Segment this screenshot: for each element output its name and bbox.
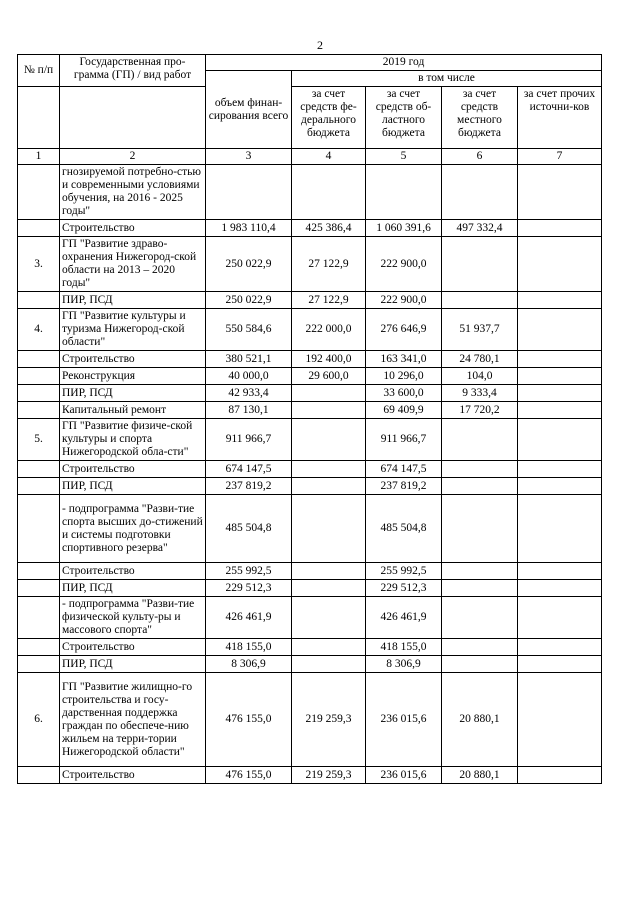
row-number <box>18 767 60 784</box>
federal-funding <box>292 597 366 639</box>
federal-funding <box>292 461 366 478</box>
local-funding <box>442 461 518 478</box>
total-funding: 255 992,5 <box>206 563 292 580</box>
header-col-federal: за счет средств фе-дерального бюджета <box>292 87 366 149</box>
other-funding <box>518 639 602 656</box>
other-funding <box>518 656 602 673</box>
table-row <box>18 292 602 309</box>
local-funding <box>442 656 518 673</box>
program-name: ГП "Развитие физиче-ской культуры и спорта Нижегородской обла-сти" <box>60 419 206 461</box>
column-numbers-row <box>18 149 602 165</box>
other-funding <box>518 673 602 767</box>
total-funding <box>206 165 292 220</box>
row-number <box>18 220 60 237</box>
regional-funding: 33 600,0 <box>366 385 442 402</box>
local-funding: 51 937,7 <box>442 309 518 351</box>
row-number <box>18 656 60 673</box>
col-number: 4 <box>292 149 366 165</box>
program-name: Строительство <box>60 351 206 368</box>
other-funding <box>518 597 602 639</box>
program-name: Строительство <box>60 461 206 478</box>
page-number: 2 <box>317 38 323 52</box>
row-number: 5. <box>18 419 60 461</box>
federal-funding <box>292 402 366 419</box>
total-funding: 8 306,9 <box>206 656 292 673</box>
table-row <box>18 478 602 495</box>
other-funding <box>518 563 602 580</box>
other-funding <box>518 478 602 495</box>
other-funding <box>518 402 602 419</box>
other-funding <box>518 368 602 385</box>
table-row <box>18 385 602 402</box>
federal-funding: 219 259,3 <box>292 673 366 767</box>
local-funding <box>442 563 518 580</box>
total-funding: 418 155,0 <box>206 639 292 656</box>
total-funding: 42 933,4 <box>206 385 292 402</box>
federal-funding <box>292 419 366 461</box>
program-name: Строительство <box>60 767 206 784</box>
row-number <box>18 351 60 368</box>
program-name: ПИР, ПСД <box>60 292 206 309</box>
regional-funding: 237 819,2 <box>366 478 442 495</box>
regional-funding: 8 306,9 <box>366 656 442 673</box>
regional-funding: 911 966,7 <box>366 419 442 461</box>
local-funding <box>442 165 518 220</box>
program-name: - подпрограмма "Разви-тие спорта высших до-стижений и системы подготовки спортивного резерва" <box>60 495 206 563</box>
program-name: ГП "Развитие жилищно-го строительства и госу-дарственная поддержка граждан по обеспече-нию жильем на терри-тории Нижегородской области" <box>60 673 206 767</box>
local-funding: 20 880,1 <box>442 673 518 767</box>
table-row <box>18 165 602 220</box>
other-funding <box>518 419 602 461</box>
table-row <box>18 597 602 639</box>
program-name: Строительство <box>60 220 206 237</box>
other-funding <box>518 220 602 237</box>
other-funding <box>518 767 602 784</box>
federal-funding <box>292 385 366 402</box>
row-number: 3. <box>18 237 60 292</box>
local-funding <box>442 237 518 292</box>
federal-funding: 425 386,4 <box>292 220 366 237</box>
federal-funding: 222 000,0 <box>292 309 366 351</box>
col-number: 5 <box>366 149 442 165</box>
local-funding: 24 780,1 <box>442 351 518 368</box>
regional-funding: 163 341,0 <box>366 351 442 368</box>
other-funding <box>518 385 602 402</box>
table-row <box>18 237 602 292</box>
local-funding: 17 720,2 <box>442 402 518 419</box>
federal-funding <box>292 563 366 580</box>
header-col-other: за счет прочих источни-ков <box>518 87 602 149</box>
total-funding: 426 461,9 <box>206 597 292 639</box>
row-number <box>18 639 60 656</box>
header-col-program: Государственная про-грамма (ГП) / вид работ <box>60 55 206 87</box>
table-row <box>18 673 602 767</box>
local-funding <box>442 580 518 597</box>
regional-funding: 236 015,6 <box>366 767 442 784</box>
regional-funding: 276 646,9 <box>366 309 442 351</box>
row-number <box>18 580 60 597</box>
col-number: 7 <box>518 149 602 165</box>
local-funding: 9 333,4 <box>442 385 518 402</box>
regional-funding: 222 900,0 <box>366 237 442 292</box>
other-funding <box>518 495 602 563</box>
header-in-that-number: в том числе <box>292 71 602 87</box>
row-number: 4. <box>18 309 60 351</box>
local-funding <box>442 597 518 639</box>
table-row <box>18 351 602 368</box>
row-number <box>18 165 60 220</box>
local-funding: 497 332,4 <box>442 220 518 237</box>
total-funding: 380 521,1 <box>206 351 292 368</box>
program-name: ГП "Развитие здраво-охранения Нижегород-ской области на 2013 – 2020 годы" <box>60 237 206 292</box>
col-number: 1 <box>18 149 60 165</box>
header-col-local: за счет средств местного бюджета <box>442 87 518 149</box>
row-number <box>18 461 60 478</box>
regional-funding: 1 060 391,6 <box>366 220 442 237</box>
federal-funding: 29 600,0 <box>292 368 366 385</box>
regional-funding: 236 015,6 <box>366 673 442 767</box>
other-funding <box>518 351 602 368</box>
total-funding: 87 130,1 <box>206 402 292 419</box>
funding-table <box>17 54 602 784</box>
regional-funding: 10 296,0 <box>366 368 442 385</box>
regional-funding: 426 461,9 <box>366 597 442 639</box>
local-funding <box>442 495 518 563</box>
program-name: Реконструкция <box>60 368 206 385</box>
regional-funding <box>366 165 442 220</box>
total-funding: 1 983 110,4 <box>206 220 292 237</box>
row-number <box>18 292 60 309</box>
row-number <box>18 385 60 402</box>
table-row <box>18 419 602 461</box>
row-number <box>18 368 60 385</box>
federal-funding: 192 400,0 <box>292 351 366 368</box>
table-row <box>18 402 602 419</box>
program-name: ПИР, ПСД <box>60 385 206 402</box>
federal-funding <box>292 478 366 495</box>
regional-funding: 255 992,5 <box>366 563 442 580</box>
regional-funding: 674 147,5 <box>366 461 442 478</box>
program-name: - подпрограмма "Разви-тие физической культу-ры и массового спорта" <box>60 597 206 639</box>
total-funding: 911 966,7 <box>206 419 292 461</box>
federal-funding: 219 259,3 <box>292 767 366 784</box>
header-program-spacer <box>60 87 206 149</box>
federal-funding <box>292 165 366 220</box>
regional-funding: 222 900,0 <box>366 292 442 309</box>
federal-funding: 27 122,9 <box>292 237 366 292</box>
program-name: Строительство <box>60 563 206 580</box>
local-funding <box>442 478 518 495</box>
regional-funding: 485 504,8 <box>366 495 442 563</box>
header-col-no: № п/п <box>18 55 60 87</box>
federal-funding <box>292 639 366 656</box>
local-funding <box>442 419 518 461</box>
row-number <box>18 402 60 419</box>
row-number <box>18 597 60 639</box>
total-funding: 250 022,9 <box>206 292 292 309</box>
table-row <box>18 580 602 597</box>
total-funding: 250 022,9 <box>206 237 292 292</box>
header-no-spacer <box>18 87 60 149</box>
local-funding <box>442 639 518 656</box>
col-number: 2 <box>60 149 206 165</box>
total-funding: 229 512,3 <box>206 580 292 597</box>
header-col-total: объем финан-сирования всего <box>206 71 292 149</box>
program-name: ПИР, ПСД <box>60 478 206 495</box>
total-funding: 550 584,6 <box>206 309 292 351</box>
header-year: 2019 год <box>206 55 602 71</box>
program-name: Капитальный ремонт <box>60 402 206 419</box>
table-row <box>18 495 602 563</box>
total-funding: 674 147,5 <box>206 461 292 478</box>
federal-funding: 27 122,9 <box>292 292 366 309</box>
local-funding: 104,0 <box>442 368 518 385</box>
table-row <box>18 767 602 784</box>
program-name: Строительство <box>60 639 206 656</box>
other-funding <box>518 461 602 478</box>
header-col-regional: за счет средств об-ластного бюджета <box>366 87 442 149</box>
local-funding: 20 880,1 <box>442 767 518 784</box>
program-name: ПИР, ПСД <box>60 656 206 673</box>
other-funding <box>518 165 602 220</box>
total-funding: 476 155,0 <box>206 673 292 767</box>
table-row <box>18 220 602 237</box>
regional-funding: 229 512,3 <box>366 580 442 597</box>
other-funding <box>518 292 602 309</box>
total-funding: 485 504,8 <box>206 495 292 563</box>
table-row <box>18 461 602 478</box>
program-name: гнозируемой потребно-стью и современными условиями обучения, на 2016 - 2025 годы" <box>60 165 206 220</box>
other-funding <box>518 309 602 351</box>
col-number: 6 <box>442 149 518 165</box>
row-number <box>18 495 60 563</box>
row-number <box>18 563 60 580</box>
table-row <box>18 563 602 580</box>
table-row <box>18 656 602 673</box>
regional-funding: 69 409,9 <box>366 402 442 419</box>
federal-funding <box>292 656 366 673</box>
federal-funding <box>292 580 366 597</box>
other-funding <box>518 580 602 597</box>
regional-funding: 418 155,0 <box>366 639 442 656</box>
row-number <box>18 478 60 495</box>
col-number: 3 <box>206 149 292 165</box>
local-funding <box>442 292 518 309</box>
row-number: 6. <box>18 673 60 767</box>
total-funding: 476 155,0 <box>206 767 292 784</box>
program-name: ПИР, ПСД <box>60 580 206 597</box>
table-row <box>18 639 602 656</box>
other-funding <box>518 237 602 292</box>
table-row <box>18 309 602 351</box>
total-funding: 40 000,0 <box>206 368 292 385</box>
federal-funding <box>292 495 366 563</box>
total-funding: 237 819,2 <box>206 478 292 495</box>
table-row <box>18 368 602 385</box>
program-name: ГП "Развитие культуры и туризма Нижегород-ской области" <box>60 309 206 351</box>
